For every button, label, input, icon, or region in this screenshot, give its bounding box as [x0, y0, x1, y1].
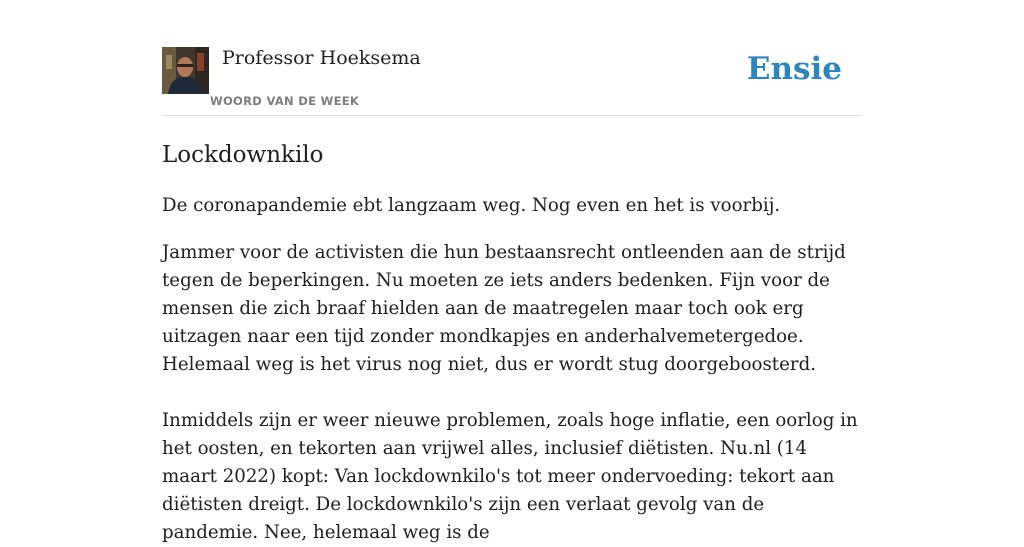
article-title: Lockdownkilo [162, 142, 324, 168]
avatar-photo [162, 47, 209, 94]
category-label[interactable]: WOORD VAN DE WEEK [210, 94, 360, 108]
article-header [162, 0, 862, 116]
article-card [162, 0, 862, 543]
author-avatar[interactable] [162, 47, 209, 94]
author-name[interactable]: Professor Hoeksema [222, 47, 421, 69]
article-intro: De coronapandemie ebt langzaam weg. Nog even en het is voorbij. [162, 195, 781, 216]
brand-logo[interactable]: Ensie [746, 51, 842, 87]
article-body: Jammer voor de activisten die hun bestaansrecht ontleenden aan de strijd tegen de beperkingen. Nu moeten ze iets anders bedenken. Fijn voor de mensen die zich braaf hielden aan de maatregelen maar toch ook erg uitzagen naar een tijd zonder mondkapjes en anderhalvemetergedoe. Helemaal weg is het virus nog niet, dus er wordt stug doorgeboosterd. Inmiddels zijn er weer nieuwe problemen, zoals hoge inflatie, een oorlog in het oosten, en tekorten aan vrijwel alles, inclusief diëtisten. Nu.nl (14 maart 2022) kopt: Van lockdownkilo's tot meer ondervoeding: tekort aan diëtisten dreigt. De lockdownkilo's zijn een verlaat gevolg van de pandemie. Nee, helemaal weg is de [162, 242, 858, 543]
